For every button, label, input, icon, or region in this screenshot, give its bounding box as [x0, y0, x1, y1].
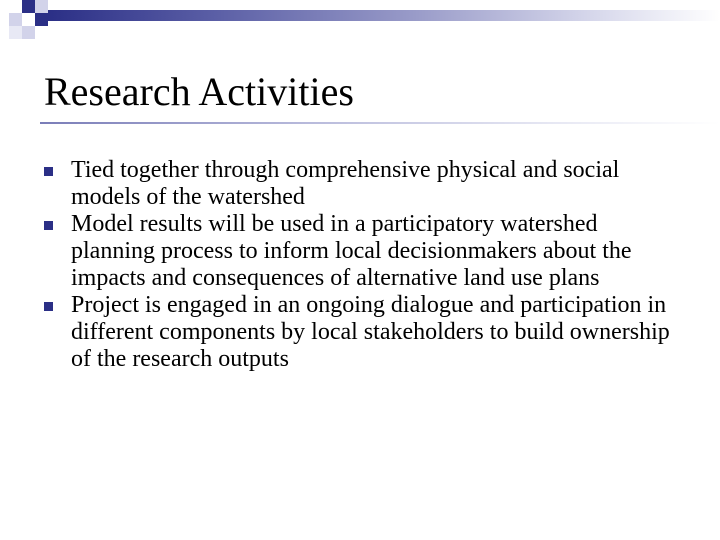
- bullet-item: [44, 292, 684, 373]
- decor-square: [35, 0, 48, 13]
- decor-square: [22, 26, 35, 39]
- header-gradient-band: [48, 10, 720, 21]
- decor-square: [35, 13, 48, 26]
- decor-square: [9, 13, 22, 26]
- square-bullet-icon: [44, 167, 53, 176]
- slide-title: Research Activities: [44, 69, 354, 114]
- square-bullet-icon: [44, 221, 53, 230]
- bullet-item: [44, 211, 684, 292]
- decor-square: [22, 0, 35, 13]
- bullet-text: Tied together through comprehensive physical and social models of the watershed: [71, 157, 620, 210]
- bullet-list: [44, 157, 684, 373]
- bullet-text: Model results will be used in a participatory watershed planning process to inform local decisionmakers about the impacts and consequences of alternative land use plans: [71, 211, 632, 291]
- title-divider: [40, 122, 720, 124]
- bullet-text: Project is engaged in an ongoing dialogue and participation in different components by local stakeholders to build ownership of the research outputs: [71, 292, 670, 372]
- bullet-item: [44, 157, 684, 211]
- square-bullet-icon: [44, 302, 53, 311]
- decor-square: [9, 26, 22, 39]
